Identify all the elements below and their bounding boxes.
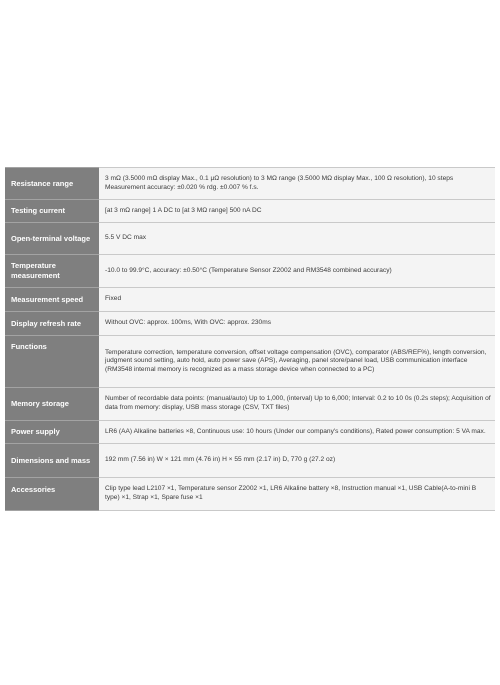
- spec-value: LR6 (AA) Alkaline batteries ×8, Continuous use: 10 hours (Under our company's conditions), Rated power consumption: 5 VA max.: [99, 421, 495, 444]
- spec-value: 3 mΩ (3.5000 mΩ display Max., 0.1 μΩ resolution) to 3 MΩ range (3.5000 MΩ display Max., 100 Ω resolution), 10 steps Measurement accuracy: ±0.020 % rdg. ±0.007 % f.s.: [99, 168, 495, 200]
- spec-value: 5.5 V DC max: [99, 223, 495, 255]
- spec-label: Accessories: [5, 478, 99, 511]
- spec-table-body: [5, 168, 495, 511]
- spec-label: Power supply: [5, 421, 99, 444]
- spec-label: Display refresh rate: [5, 312, 99, 336]
- spec-row-power-supply: [5, 421, 495, 444]
- spec-row-dimensions-and-mass: [5, 444, 495, 478]
- spec-row-resistance-range: [5, 168, 495, 200]
- spec-value: -10.0 to 99.9°C, accuracy: ±0.50°C (Temperature Sensor Z2002 and RM3548 combined accuracy): [99, 255, 495, 288]
- spec-row-open-terminal-voltage: [5, 223, 495, 255]
- spec-label: Memory storage: [5, 388, 99, 421]
- spec-table: [5, 167, 495, 511]
- spec-row-display-refresh-rate: [5, 312, 495, 336]
- spec-row-accessories: [5, 478, 495, 511]
- spec-label: Functions: [5, 336, 99, 388]
- spec-value: Clip type lead L2107 ×1, Temperature sensor Z2002 ×1, LR6 Alkaline battery ×8, Instruction manual ×1, USB Cable(A-to-mini B type) ×1, Strap ×1, Spare fuse ×1: [99, 478, 495, 511]
- spec-row-testing-current: [5, 200, 495, 223]
- spec-row-temperature-measurement: [5, 255, 495, 288]
- spec-label: Measurement speed: [5, 288, 99, 312]
- spec-value: Without OVC: approx. 100ms, With OVC: approx. 230ms: [99, 312, 495, 336]
- spec-label: Testing current: [5, 200, 99, 223]
- spec-row-measurement-speed: [5, 288, 495, 312]
- spec-label: Resistance range: [5, 168, 99, 200]
- spec-value: Number of recordable data points: (manual/auto) Up to 1,000, (interval) Up to 6,000; Interval: 0.2 to 10 0s (0.2s steps); Acquisition of data from memory: display, USB mass storage (CSV, TXT files): [99, 388, 495, 421]
- spec-label: Dimensions and mass: [5, 444, 99, 478]
- spec-value: Temperature correction, temperature conversion, offset voltage compensation (OVC), comparator (ABS/REF%), length conversion, judgment sound setting, auto hold, auto power save (APS), Averaging, panel store/panel load, USB communication interface (RM3548 internal memory is recognized as a mass storage device when connected to a PC): [99, 336, 495, 388]
- spec-row-memory-storage: [5, 388, 495, 421]
- spec-value: 192 mm (7.56 in) W × 121 mm (4.76 in) H × 55 mm (2.17 in) D, 770 g (27.2 oz): [99, 444, 495, 478]
- spec-value: Fixed: [99, 288, 495, 312]
- spec-row-functions: [5, 336, 495, 388]
- spec-value: [at 3 mΩ range] 1 A DC to [at 3 MΩ range] 500 nA DC: [99, 200, 495, 223]
- spec-label: Temperature measurement: [5, 255, 99, 288]
- spec-label: Open-terminal voltage: [5, 223, 99, 255]
